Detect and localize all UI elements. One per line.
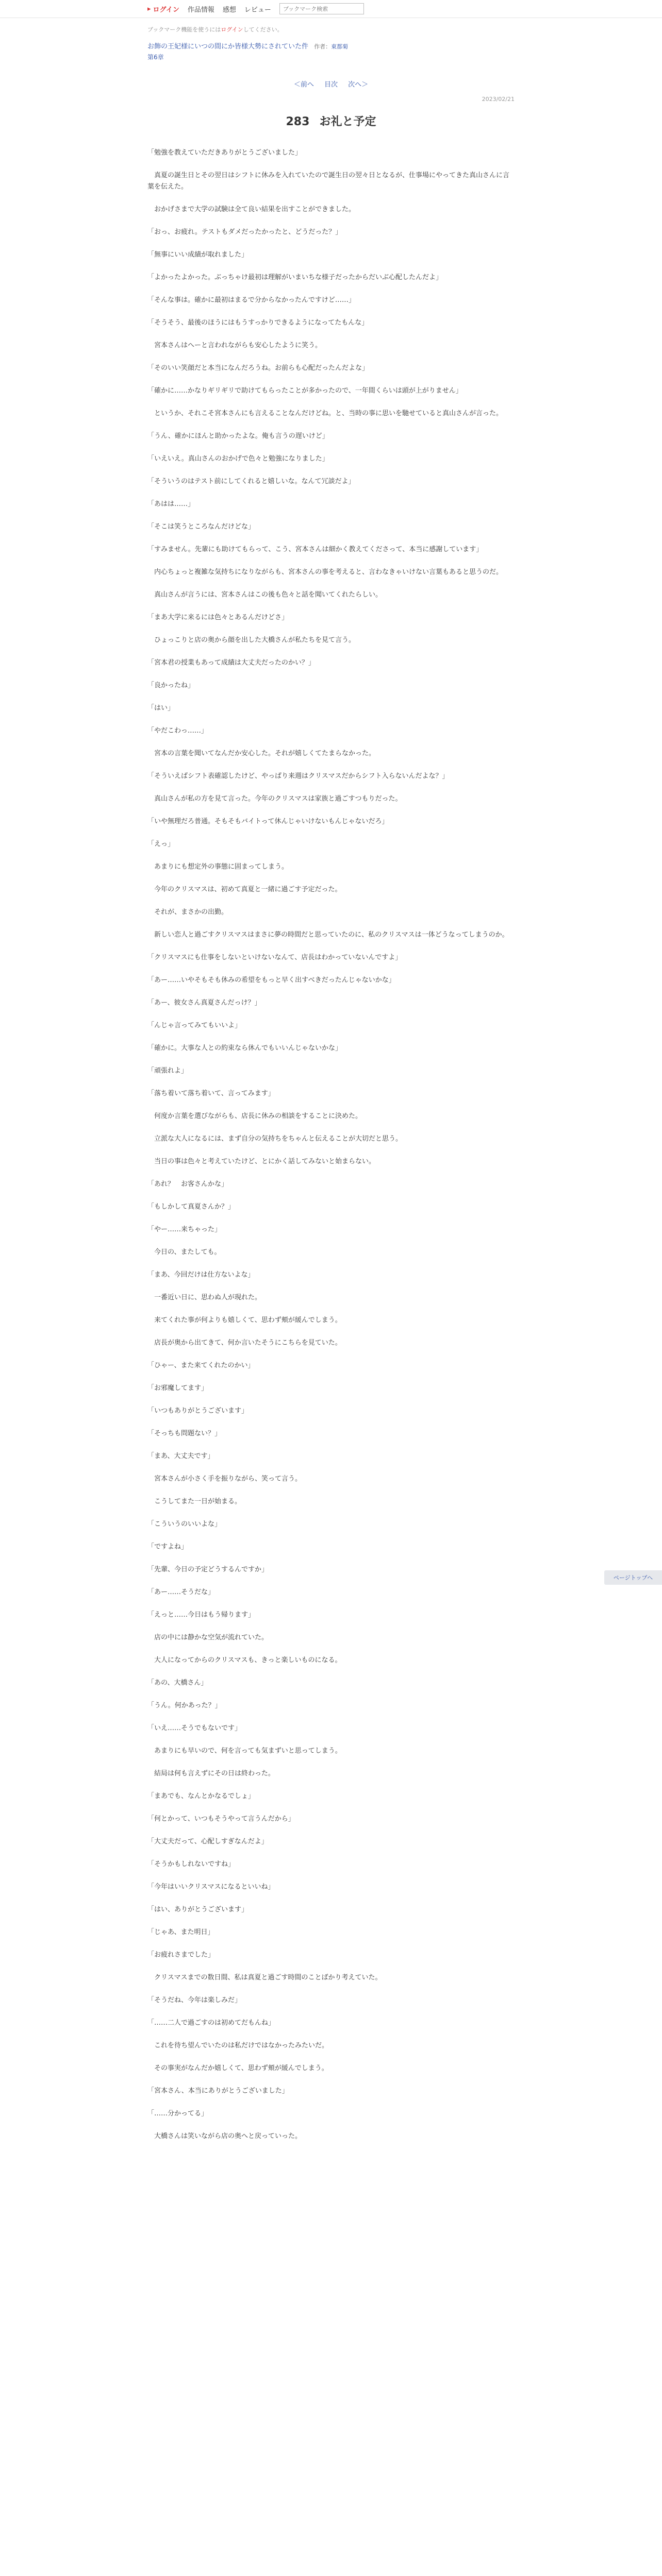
body-paragraph: 「やー……来ちゃった」 (147, 1226, 222, 1233)
body-paragraph: 「うん。何かあった？」 (147, 1702, 222, 1709)
episode-body (147, 147, 515, 2142)
body-paragraph: 真夏の誕生日とその翌日はシフトに休みを入れていたので誕生日の翌々日となるが、仕事場にやってきた真山さんに言葉を伝えた。 (147, 172, 510, 191)
body-paragraph: 「あー、彼女さん真夏さんだっけ？」 (147, 999, 261, 1007)
body-paragraph: 「まあでも、なんとかなるでしょ」 (147, 1792, 255, 1800)
body-paragraph: 「ですよね」 (147, 1543, 188, 1551)
body-paragraph: あまりにも想定外の事態に固まってしまう。 (147, 863, 289, 871)
body-paragraph: その事実がなんだか嬉しくて、思わず頬が緩んでしまう。 (147, 2064, 328, 2072)
body-paragraph: 「確かに。大事な人との約束なら休んでもいいんじゃないかな」 (147, 1044, 342, 1052)
body-paragraph: 「勉強を教えていただきありがとうございました」 (147, 149, 302, 157)
body-paragraph: 「お邪魔してます」 (147, 1384, 208, 1392)
body-paragraph: 結局は何も言えずにその日は終わった。 (147, 1770, 275, 1777)
body-paragraph: 新しい恋人と過ごすクリスマスはまさに夢の時間だと思っていたのに、私のクリスマスは一体どうなってしまうのか。 (147, 931, 509, 939)
nav-review[interactable]: レビュー (244, 6, 271, 14)
body-paragraph: 「そっちも問題ない？」 (147, 1430, 222, 1437)
body-paragraph: 「お疲れさまでした」 (147, 1951, 215, 1959)
notice-login-link[interactable]: ログイン (221, 26, 243, 33)
body-paragraph: 「あー……そうだな」 (147, 1588, 215, 1596)
login-notice (147, 25, 515, 33)
episode-title (147, 113, 515, 129)
body-paragraph: 「まあ大学に来るには色々とあるんだけどさ」 (147, 614, 289, 621)
body-paragraph: 「いや無理だろ普通。そもそもバイトって休んじゃいけないもんじゃないだろ」 (147, 818, 389, 825)
body-paragraph: 「先輩、今日の予定どうするんですか」 (147, 1566, 269, 1573)
body-paragraph: 「クリスマスにも仕事をしないといけないなんて、店長はわかっていないんですよ」 (147, 954, 402, 961)
body-paragraph: 宮本の言葉を聞いてなんだか安心した。それが嬉しくてたまらなかった。 (147, 750, 376, 757)
body-paragraph: 当日の事は色々と考えていたけど、とにかく話してみないと始まらない。 (147, 1158, 376, 1165)
page-top-button[interactable]: ページトップへ (604, 1570, 662, 1585)
body-paragraph: 「そうだね、今年は楽しみだ」 (147, 1996, 242, 2004)
login-link[interactable] (147, 4, 179, 14)
body-paragraph: 「そうかもしれないですね」 (147, 1860, 235, 1868)
work-title-link[interactable]: お飾の王妃様にいつの間にか皆様大勢にされていた件 (147, 43, 309, 50)
body-paragraph: 「何とかって、いつもそうやって言うんだから」 (147, 1815, 295, 1823)
body-paragraph: 一番近い日に、思わぬ人が現れた。 (147, 1294, 262, 1301)
next-episode-link[interactable]: 次へ＞ (348, 81, 369, 89)
body-paragraph: 店長が奥から出てきて、何か言いたそうにこちらを見ていた。 (147, 1339, 342, 1347)
body-paragraph: 「いつもありがとうございます」 (147, 1407, 249, 1415)
body-paragraph: 「あー……いやそもそも休みの希望をもっと早く出すべきだったんじゃないかな」 (147, 976, 395, 984)
body-paragraph: 店の中には静かな空気が流れていた。 (147, 1634, 269, 1641)
body-paragraph: 来てくれた事が何よりも嬉しくて、思わず頬が緩んでしまう。 (147, 1316, 342, 1324)
body-paragraph: 「頑張れよ」 (147, 1067, 188, 1075)
toc-link[interactable]: 目次 (324, 81, 338, 89)
body-paragraph: おかげさまで大学の試験は全て良い結果を出すことができました。 (147, 206, 356, 213)
body-paragraph: 立派な大人になるには、まず自分の気持ちをちゃんと伝えることが大切だと思う。 (147, 1135, 403, 1143)
body-paragraph: 「おっ、お疲れ。テストもダメだったかったと、どうだった？」 (147, 228, 342, 236)
body-paragraph: 「……分かってる」 (147, 2110, 208, 2117)
body-paragraph: 「大丈夫だって、心配しすぎなんだよ」 (147, 1838, 268, 1845)
body-paragraph: ひょっこりと店の奥から顔を出した大橋さんが私たちを見て言う。 (147, 636, 356, 644)
body-paragraph: 「はい」 (147, 704, 175, 712)
notice-suffix: してください。 (243, 26, 283, 33)
login-icon: ▸ (147, 5, 151, 13)
body-paragraph: あまりにも早いので、何を言っても気まずいと思ってしまう。 (147, 1747, 342, 1755)
body-paragraph: 「宮本さん、本当にありがとうございました」 (147, 2087, 289, 2095)
body-paragraph: 「確かに……かなりギリギリで助けてもらったことが多かったので、一年間くらいは頭が上がりません」 (147, 387, 462, 395)
body-paragraph: 「うん、確かにほんと助かったよな。俺も言うの遅いけど」 (147, 432, 329, 440)
body-paragraph: 真山さんが言うには、宮本さんはこの後も色々と話を聞いてくれたらしい。 (147, 591, 383, 599)
body-paragraph: それが、まさかの出勤。 (147, 908, 228, 916)
body-paragraph: 「えっ」 (147, 840, 175, 848)
body-paragraph: 「そんな事は。確かに最初はまるで分からなかったんですけど……」 (147, 296, 355, 304)
body-paragraph: 何度か言葉を選びながらも、店長に休みの相談をすることに決めた。 (147, 1112, 362, 1120)
body-paragraph: 「あの、大橋さん」 (147, 1679, 208, 1687)
body-paragraph: 「落ち着いて落ち着いて、言ってみます」 (147, 1090, 275, 1097)
body-paragraph: 「あはは……」 (147, 500, 195, 508)
body-paragraph: これを待ち望んでいたのは私だけではなかったみたいだ。 (147, 2042, 329, 2049)
body-paragraph: 宮本さんが小さく手を振りながら、笑って言う。 (147, 1475, 302, 1483)
chapter-name: 第6章 (147, 54, 164, 61)
bookmark-search-input[interactable] (279, 3, 364, 14)
top-nav-bar (0, 0, 662, 18)
body-paragraph: 「今年はいいクリスマスになるといいね」 (147, 1883, 275, 1891)
body-paragraph: 大橋さんは笑いながら店の奥へと戻っていった。 (147, 2132, 302, 2140)
body-paragraph: 「すみません。先輩にも助けてもらって、こう、宮本さんは細かく教えてくださって、本当に感謝しています」 (147, 546, 483, 553)
body-paragraph: 「じゃあ、また明日」 (147, 1928, 214, 1936)
body-paragraph: 「んじゃ言ってみてもいいよ」 (147, 1022, 242, 1029)
body-paragraph: 「いえ……そうでもないです」 (147, 1724, 242, 1732)
body-paragraph: 「……二人で過ごすのは初めてだもんね」 (147, 2019, 275, 2027)
episode-number: 283 (286, 115, 310, 128)
nav-impressions[interactable]: 感想 (222, 6, 236, 14)
body-paragraph: 「はい、ありがとうございます」 (147, 1906, 249, 1913)
body-paragraph: 「まあ、大丈夫です」 (147, 1452, 214, 1460)
body-paragraph: 「そういうのはテスト前にしてくれると嬉しいな。なんて冗談だよ」 (147, 478, 355, 485)
login-label: ログイン (153, 6, 179, 14)
author-label: 作者： (314, 43, 332, 50)
body-paragraph: 「いえいえ。真山さんのおかげで色々と勉強になりました」 (147, 455, 329, 463)
publish-date: 2023/02/21 (482, 96, 515, 103)
body-paragraph: 真山さんが私の方を見て言った。今年のクリスマスは家族と過ごすつもりだった。 (147, 795, 402, 803)
body-paragraph: というか、それこそ宮本さんにも言えることなんだけどね。と、当時の事に思いを馳せていると真山さんが言った。 (147, 410, 503, 417)
main-content (147, 18, 515, 2142)
body-paragraph: 内心ちょっと複雑な気持ちになりながらも、宮本さんの事を考えると、言わなきゃいけない言葉もあると思うのだ。 (147, 568, 503, 576)
episode-name: お礼と予定 (319, 115, 376, 128)
episode-pager (147, 79, 515, 89)
body-paragraph: 「無事にいい成績が取れました」 (147, 251, 249, 259)
work-info (147, 41, 515, 61)
body-paragraph: 「こういうのいいよな」 (147, 1520, 222, 1528)
body-paragraph: 「そのいい笑顔だと本当になんだろうね。お前らも心配だったんだよな」 (147, 364, 369, 372)
body-paragraph: 「もしかして真夏さんか？」 (147, 1203, 235, 1211)
body-paragraph: こうしてまた一日が始まる。 (147, 1498, 242, 1505)
body-paragraph: 「そこは笑うところなんだけどな」 (147, 523, 255, 531)
prev-episode-link[interactable]: ＜前へ (293, 81, 314, 89)
author-link[interactable]: 東都菊 (331, 43, 349, 50)
body-paragraph: 今年のクリスマスは、初めて真夏と一緒に過ごす予定だった。 (147, 886, 342, 893)
body-paragraph: 「まあ、今回だけは仕方ないよな」 (147, 1271, 255, 1279)
body-paragraph: 「ひゃー、また来てくれたのかい」 (147, 1362, 255, 1369)
body-paragraph: 「やだこわっ……」 (147, 727, 208, 735)
body-paragraph: 「えっと……今日はもう帰ります」 (147, 1611, 255, 1619)
notice-prefix: ブックマーク機能を使うには (147, 26, 221, 33)
body-paragraph: クリスマスまでの数日間、私は真夏と過ごす時間のことばかり考えていた。 (147, 1974, 382, 1981)
nav-work-info[interactable]: 作品情報 (187, 6, 214, 14)
body-paragraph: 「そういえばシフト表確認したけど、やっぱり来週はクリスマスだからシフト入らないんだよな？」 (147, 772, 449, 780)
body-paragraph: 「あれ？ お客さんかな」 (147, 1180, 228, 1188)
body-paragraph: 今日の、またしても。 (147, 1248, 221, 1256)
body-paragraph: 「良かったね」 (147, 682, 195, 689)
body-paragraph: 大人になってからのクリスマスも、きっと楽しいものになる。 (147, 1656, 342, 1664)
body-paragraph: 「そうそう、最後のほうにはもうすっかりできるようになってたもんな」 (147, 319, 369, 327)
body-paragraph: 宮本さんはへーと言われながらも安心したように笑う。 (147, 342, 322, 349)
body-paragraph: 「宮本君の授業もあって成績は大丈夫だったのかい？」 (147, 659, 315, 667)
body-paragraph: 「よかったよかった。ぶっちゃけ最初は理解がいまいちな様子だったからだいぶ心配したんだよ」 (147, 274, 443, 281)
